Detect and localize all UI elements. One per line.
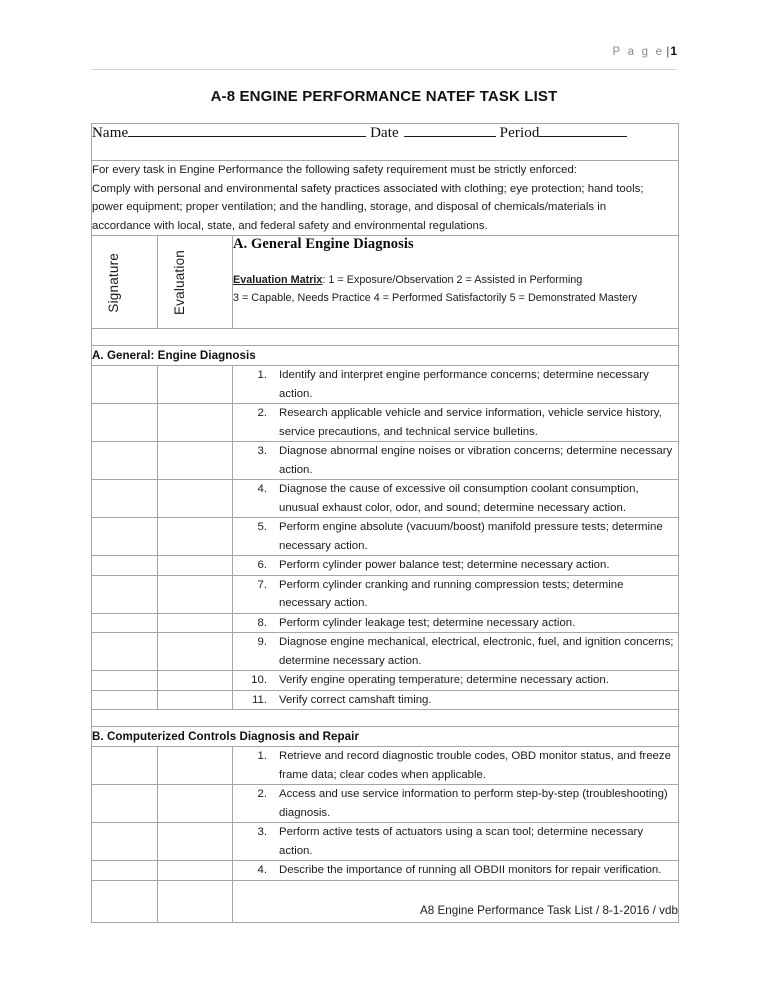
task-number: 11. [252,693,267,706]
safety-cell [92,161,679,236]
task-list-table [91,123,679,923]
table-row [92,556,679,576]
task-cell [233,480,679,518]
task-cell [233,518,679,556]
task-cell [233,442,679,480]
page-number-group [613,44,677,58]
task-number: 2. [257,788,267,801]
task-number: 1. [257,369,267,382]
task-inner [233,671,678,690]
task-text: Perform active tests of actuators using a scan tool; determine necessary action. [279,826,644,857]
matrix-heading: A. General Engine Diagnosis [233,236,414,253]
task-number: 10. [251,674,267,687]
signature-checkbox-cell[interactable] [92,861,158,881]
evaluation-score-cell[interactable] [158,442,233,480]
name-input-rule[interactable] [128,124,366,137]
matrix-line-2: 3 = Capable, Needs Practice 4 = Performed Satisfactorily 5 = Demonstrated Mastery [233,291,638,304]
task-number: 3. [257,445,267,458]
safety-line-3: power equipment; proper ventilation; and the handling, storage, and disposal of chemicals/materials in [92,201,607,214]
table-body [92,124,679,923]
task-cell [233,671,679,691]
table-row [92,480,679,518]
task-inner [233,442,678,479]
table-row [92,861,679,881]
task-cell [233,404,679,442]
task-text: Diagnose abnormal engine noises or vibration concerns; determine necessary action. [279,445,673,476]
evaluation-score-cell[interactable] [158,366,233,404]
identity-cell [92,124,679,161]
signature-checkbox-cell[interactable] [92,785,158,823]
evaluation-score-cell[interactable] [158,556,233,576]
section-heading-a: A. General: Engine Diagnosis [92,349,256,363]
table-row [92,613,679,633]
evaluation-score-cell[interactable] [158,861,233,881]
name-label: Name [92,125,129,141]
page-separator: | [666,44,670,58]
page-title: A-8 ENGINE PERFORMANCE NATEF TASK LIST [210,88,558,105]
task-cell [233,633,679,671]
task-text: Diagnose the cause of excessive oil consumption coolant consumption, unusual exhaust color, odor, and sound; determine necessary action. [279,483,639,514]
signature-label-wrap [92,236,157,328]
task-number: 1. [257,750,267,763]
matrix-line-1-rest: : 1 = Exposure/Observation 2 = Assisted in Performing [322,274,583,287]
matrix-header-row [92,236,679,329]
evaluation-score-cell[interactable] [158,518,233,556]
evaluation-column-header [158,236,233,329]
task-inner [233,576,678,613]
signature-checkbox-cell[interactable] [92,671,158,691]
task-text: Perform cylinder leakage test; determine necessary action. [279,616,576,629]
safety-line-1: For every task in Engine Performance the following safety requirement must be strictly enforced: [92,164,577,176]
signature-checkbox-cell[interactable] [92,480,158,518]
signature-checkbox-cell[interactable] [92,747,158,785]
spacer-cell-b [92,710,679,727]
task-cell [233,690,679,710]
signature-checkbox-cell[interactable] [92,518,158,556]
task-inner [233,785,678,822]
table-row [92,442,679,480]
table-row [92,633,679,671]
signature-checkbox-cell[interactable] [92,575,158,613]
identity-row [92,124,679,161]
task-text: Perform cylinder cranking and running compression tests; determine necessary action. [279,578,624,610]
task-inner [233,861,678,880]
table-row [92,366,679,404]
period-label: Period [499,125,540,141]
matrix-line-1 [233,272,678,290]
evaluation-score-cell[interactable] [158,575,233,613]
task-number: 3. [257,826,267,839]
signature-checkbox-cell[interactable] [92,556,158,576]
safety-line-4: accordance with local, state, and federal safety and environmental regulations. [92,219,488,232]
task-cell [233,861,679,881]
task-cell [233,575,679,613]
task-number: 8. [257,616,267,629]
evaluation-score-cell[interactable] [158,480,233,518]
spacer-row-b [92,710,679,727]
task-inner [233,823,678,860]
evaluation-score-cell[interactable] [158,785,233,823]
task-cell [233,823,679,861]
task-text: Perform engine absolute (vacuum/boost) manifold pressure tests; determine necessary action. [279,521,663,552]
task-cell [233,556,679,576]
signature-checkbox-cell[interactable] [92,442,158,480]
task-inner [233,518,678,555]
spacer-cell-a [92,329,679,346]
task-number: 6. [257,559,267,572]
safety-line-2: Comply with personal and environmental safety practices associated with clothing; eye protection; hand tools; [92,182,644,195]
date-input-rule[interactable] [404,124,496,137]
task-text: Access and use service information to perform step-by-step (troubleshooting) diagnosis. [279,788,668,819]
evaluation-score-cell[interactable] [158,690,233,710]
task-text: Identify and interpret engine performance concerns; determine necessary action. [279,369,649,400]
page-header [91,42,677,70]
evaluation-score-cell[interactable] [158,404,233,442]
spacer-row-a [92,329,679,346]
task-inner [233,480,678,517]
table-row [92,823,679,861]
document-footer: A8 Engine Performance Task List / 8-1-2016 / vdb [419,904,678,917]
task-cell [233,785,679,823]
task-text: Retrieve and record diagnostic trouble codes, OBD monitor status, and freeze frame data; clear codes when applicable. [279,750,671,781]
date-label: Date [370,125,399,141]
section-heading-b: B. Computerized Controls Diagnosis and Repair [92,730,360,744]
evaluation-score-cell[interactable] [158,613,233,633]
evaluation-label-wrap [158,236,232,328]
identity-line [92,124,678,142]
task-number: 4. [257,483,267,496]
evaluation-score-cell[interactable] [158,633,233,671]
evaluation-score-cell[interactable] [158,671,233,691]
evaluation-column-label: Evaluation [172,249,187,315]
evaluation-matrix-cell [233,236,679,329]
evaluation-score-cell[interactable] [158,823,233,861]
signature-checkbox-cell[interactable] [92,366,158,404]
task-inner [233,366,678,403]
task-text: Perform cylinder power balance test; determine necessary action. [279,559,610,572]
table-row [92,690,679,710]
task-number: 7. [257,578,267,591]
signature-checkbox-cell[interactable] [92,613,158,633]
page-label: P a g e [612,46,665,58]
task-number: 5. [257,521,267,534]
table-row [92,671,679,691]
task-inner [233,404,678,441]
section-heading-cell-b [92,727,679,747]
page-number: 1 [670,44,677,58]
section-heading-cell-a [92,346,679,366]
task-cell [233,366,679,404]
task-cell [233,613,679,633]
matrix-label: Evaluation Matrix [233,274,323,287]
signature-checkbox-cell[interactable] [92,633,158,671]
signature-column-header [92,236,158,329]
signature-checkbox-cell[interactable] [92,823,158,861]
signature-checkbox-cell[interactable] [92,404,158,442]
task-inner [233,556,678,575]
task-number: 4. [257,864,267,877]
signature-checkbox-cell[interactable] [92,690,158,710]
task-text: Diagnose engine mechanical, electrical, electronic, fuel, and ignition concerns; determine necessary action. [279,636,674,667]
table-row [92,747,679,785]
signature-column-label: Signature [106,252,121,313]
task-number: 2. [257,407,267,420]
task-inner [233,614,678,633]
task-inner [233,747,678,784]
table-row [92,785,679,823]
task-text: Research applicable vehicle and service information, vehicle service history, service precautions, and technical service bulletins. [279,407,662,438]
task-text: Verify engine operating temperature; determine necessary action. [279,674,609,687]
table-row [92,404,679,442]
task-inner [233,633,678,670]
section-heading-row-b [92,727,679,747]
task-cell [233,747,679,785]
evaluation-score-cell[interactable] [158,747,233,785]
section-heading-row-a [92,346,679,366]
period-input-rule[interactable] [539,124,627,137]
task-text: Describe the importance of running all OBDII monitors for repair verification. [279,864,662,877]
safety-row [92,161,679,236]
task-inner [233,691,678,710]
table-row [92,575,679,613]
task-number: 9. [257,636,267,649]
table-row [92,518,679,556]
task-text: Verify correct camshaft timing. [279,693,432,706]
